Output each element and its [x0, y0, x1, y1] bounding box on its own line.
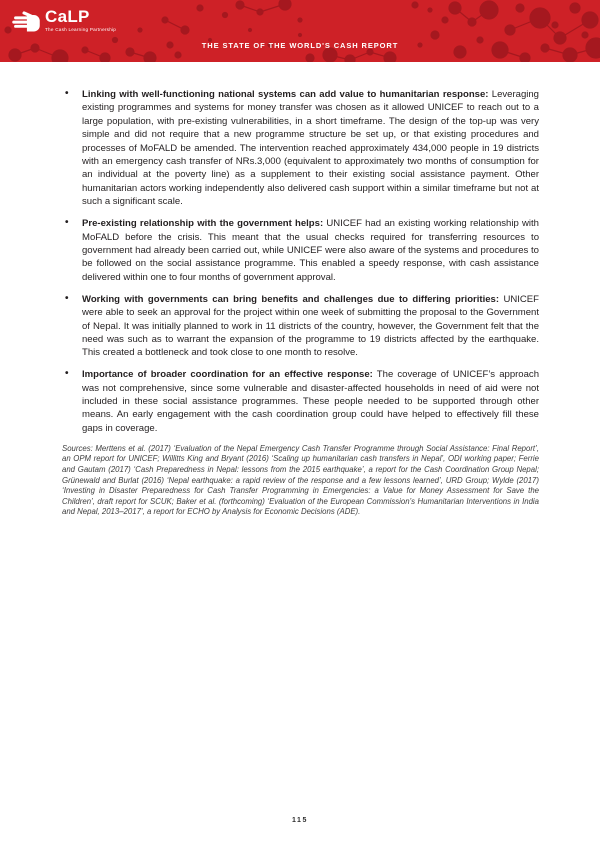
calp-logo-tagline: The Cash Learning Partnership: [45, 27, 117, 32]
bullet-lead: Working with governments can bring benefits and challenges due to differing priorities:: [82, 293, 500, 305]
bullet-body: UNICEF had an existing working relationship with MoFALD before the crisis. This meant that the usual checks required for transferring resources to government had already been carried out, while UNICEF were also aware of the systems and procedures to be followed on the social assistance programme. This enabled a speedy response, with cash assistance delivered within one to four months of government approval.: [82, 218, 539, 283]
header-banner: [0, 0, 600, 62]
bullet-item-broader-coordination: [62, 368, 539, 435]
calp-logo-text: [45, 8, 116, 32]
lessons-bullet-list: [62, 88, 539, 435]
calp-logo-name: CaLP: [45, 7, 90, 26]
bullet-icon: •: [65, 88, 69, 99]
report-title: THE STATE OF THE WORLD'S CASH REPORT: [201, 41, 399, 50]
bullet-body: Leveraging existing programmes and systems for money transfer was chosen as it allowed UNICEF to reach out to a large population, with pre-existing vulnerabilities, in a short timeframe. The design of the top-up was very simple and did not require that a new programme structure be set up, or that existing procedures and processes of MoFALD be amended. The intervention reached approximately 434,000 people in 19 districts with an emergency cash transfer of NRs.3,000 (equivalent to approximately two months of consumption for an individual at the poverty line) as a supplement to their existing social assistance payment. Other humanitarian actors working independently also delivered cash support within a similar timeframe but not at such a significant scale.: [82, 89, 539, 208]
bullet-lead: Importance of broader coordination for an effective response:: [82, 369, 373, 381]
bullet-item-working-with-governments: [62, 293, 539, 360]
bullet-lead: Pre-existing relationship with the government helps:: [82, 218, 324, 230]
bullet-item-national-systems: [62, 88, 539, 209]
bullet-body: The coverage of UNICEF’s approach was not comprehensive, since some vulnerable and disaster-affected households in need of aid were not included in these social assistance programmes. These people needed to be supported through other means. An early engagement with the cash coordination group could have helped to effectively fill these gaps in coverage.: [82, 369, 540, 434]
page-content: [62, 88, 539, 518]
calp-hand-icon: [12, 10, 40, 32]
bullet-item-government-relationship: [62, 217, 539, 284]
bullet-lead: Linking with well-functioning national systems can add value to humanitarian response:: [82, 89, 489, 100]
bullet-icon: •: [65, 217, 69, 229]
bullet-icon: •: [65, 368, 69, 380]
bullet-body: UNICEF were able to seek an approval for the project within one week of submitting the proposal to the Government of Nepal. It was initially planned to work in 11 districts of the country, however, the Government felt that the need was such as to warrant the expansion of the programme to 19 districts affected by the earthquake. This created a bottleneck and took close to one month to resolve.: [82, 293, 539, 359]
sources-note: Sources: Merttens et al. (2017) ‘Evaluation of the Nepal Emergency Cash Transfer Programme through Social Assistance: Final Report’, an OPM report for UNICEF; Willitts King and Bryant (2016) ‘Scaling up humanitarian cash transfers in Nepal’, ODI working paper; Ferrie and Gautam (2017) ‘Cash Preparedness in Nepal: lessons from the 2015 earthquake’, a report for the Cash Coordination Group Nepal; Grünewald and Burlat (2016) ‘Nepal earthquake: a rapid review of the response and a few lessons learned’, URD Group; Wylde (2017) ‘Investing in Disaster Preparedness for Cash Transfer Programming in Emergencies: a Value for Money Assessment for Save the Children’, draft report for SCUK; Baker et al. (forthcoming) ‘Evaluation of the European Commission’s Humanitarian Interventions in India and Nepal, 2013–2017’, a report for ECHO by Analysis for Economic Decisions (ADE).: [62, 443, 539, 517]
page-number: 115: [291, 817, 309, 824]
calp-logo: [12, 8, 116, 32]
bullet-icon: •: [65, 292, 69, 304]
